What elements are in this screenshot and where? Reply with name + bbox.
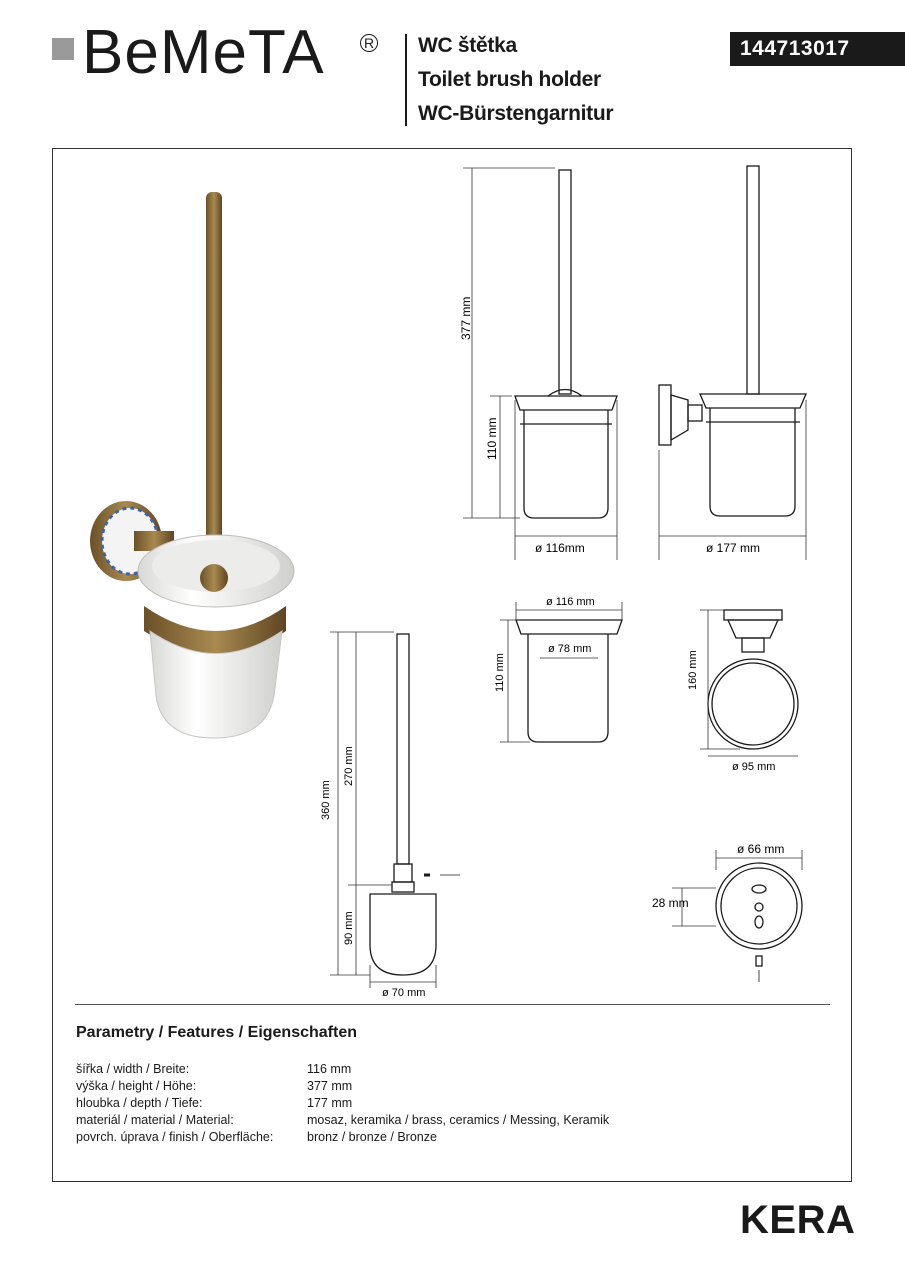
feature-row-width — [76, 1062, 676, 1079]
dim-base-depth: 28 mm — [652, 896, 689, 910]
feature-label: hloubka / depth / Tiefe: — [76, 1096, 203, 1110]
feature-label: výška / height / Höhe: — [76, 1079, 197, 1093]
dim-brush-handle: 270 mm — [343, 746, 355, 786]
feature-label: šířka / width / Breite: — [76, 1062, 190, 1076]
feature-label: povrch. úprava / finish / Oberfläche: — [76, 1130, 274, 1144]
dim-cup-height: 110 mm — [494, 653, 506, 692]
dim-brush-total: 360 mm — [320, 780, 332, 820]
title-cz: WC štětka — [418, 34, 517, 57]
feature-row-height — [76, 1079, 676, 1096]
features-heading: Parametry / Features / Eigenschaften — [76, 1024, 357, 1041]
feature-row-finish — [76, 1130, 676, 1147]
brand-logo: BeMeTA — [82, 18, 325, 87]
feature-row-material — [76, 1113, 676, 1130]
feature-label: materiál / material / Material: — [76, 1113, 234, 1127]
dim-ring-diameter: ø 95 mm — [732, 761, 776, 773]
feature-value: 177 mm — [307, 1096, 353, 1110]
feature-value: bronz / bronze / Bronze — [307, 1130, 437, 1144]
dim-ring-height: 160 mm — [687, 650, 699, 690]
dim-brush-diameter: ø 70 mm — [382, 987, 426, 999]
feature-value: 377 mm — [307, 1079, 353, 1093]
dim-width-front: ø 116mm — [535, 541, 585, 555]
product-code: 144713017 — [730, 32, 905, 66]
title-de: WC-Bürstengarnitur — [418, 102, 614, 125]
features-divider — [75, 1004, 830, 1005]
title-en: Toilet brush holder — [418, 68, 601, 91]
dim-cup-bottom: ø 78 mm — [548, 643, 592, 655]
feature-row-depth — [76, 1096, 676, 1113]
feature-value: mosaz, keramika / brass, ceramics / Messing, Keramik — [307, 1113, 610, 1127]
dim-height-total: 377 mm — [459, 296, 473, 340]
series-name: KERA — [740, 1198, 856, 1242]
registered-mark: R — [360, 34, 378, 52]
dim-cup-top: ø 116 mm — [546, 596, 595, 608]
feature-value: 116 mm — [307, 1062, 352, 1076]
dim-depth-side: ø 177 mm — [706, 541, 761, 555]
dim-brush-head: 90 mm — [343, 911, 355, 945]
dim-height-cup: 110 mm — [485, 417, 499, 460]
dim-base-diameter: ø 66 mm — [737, 842, 785, 856]
